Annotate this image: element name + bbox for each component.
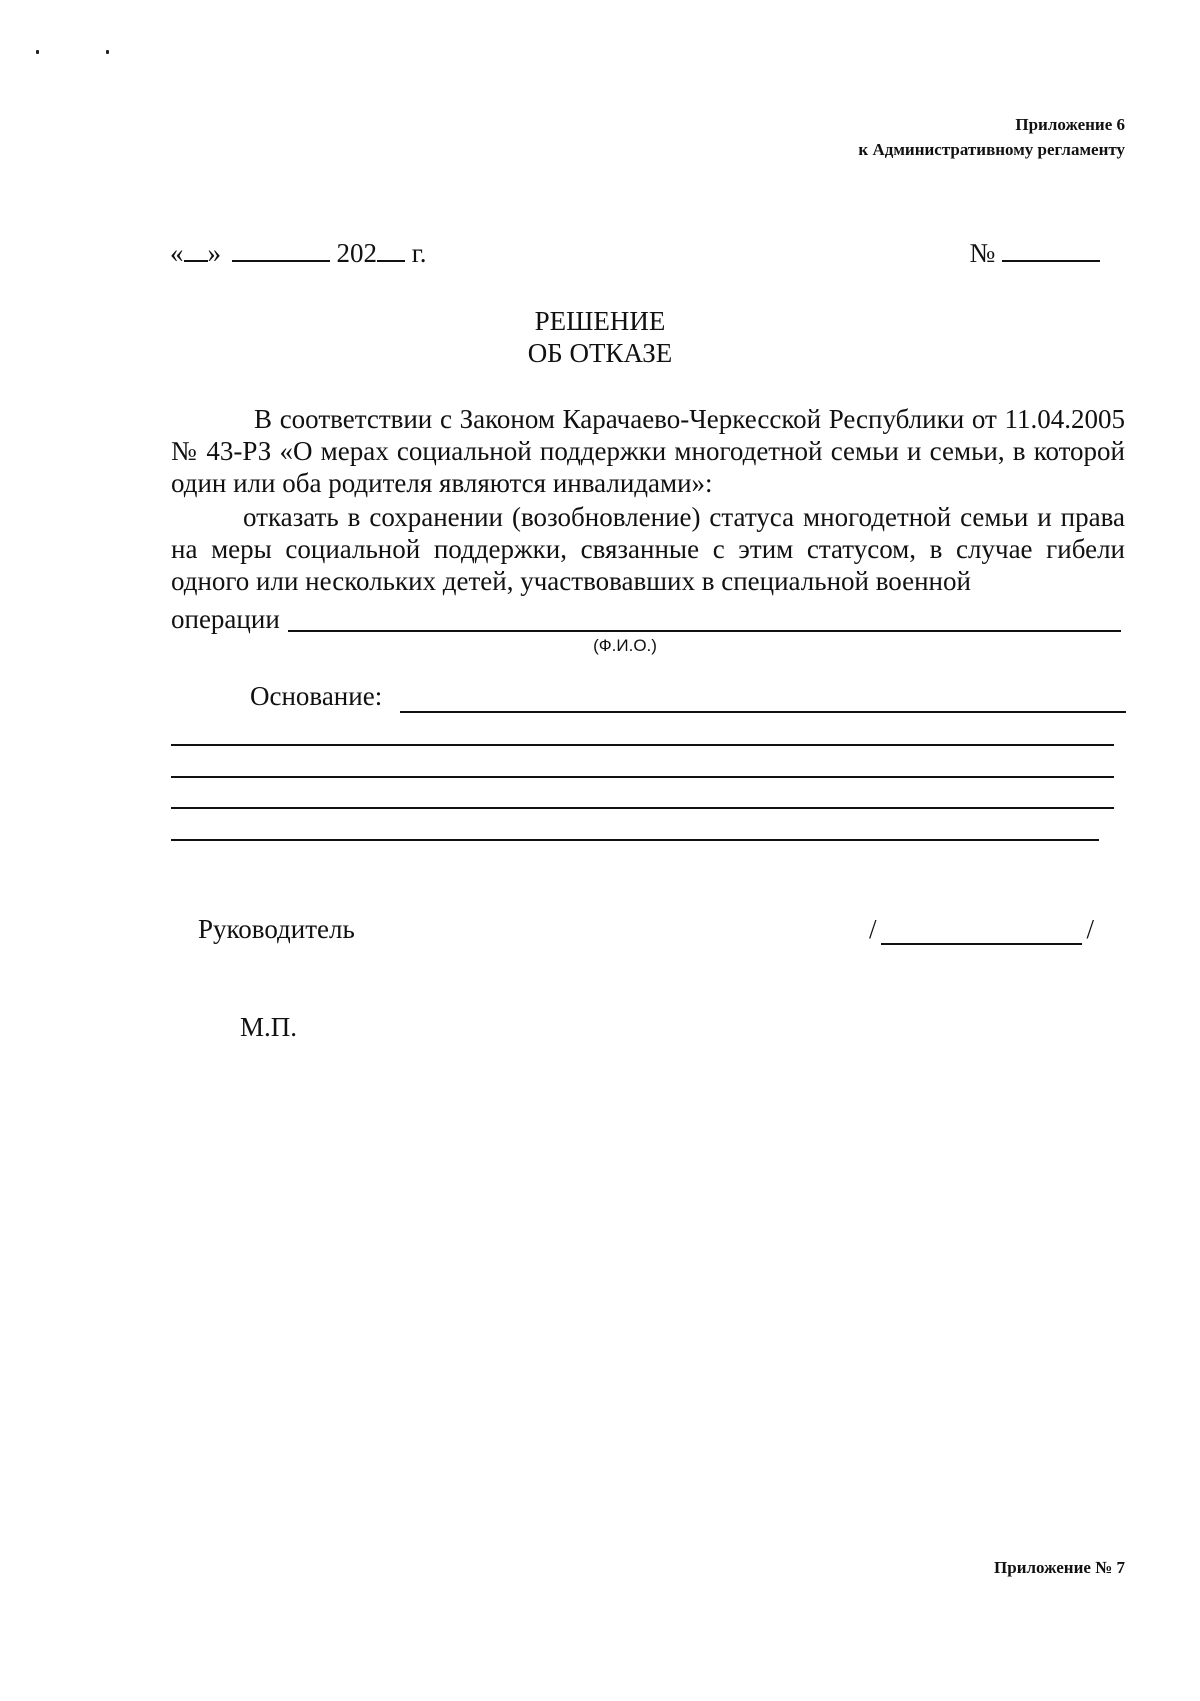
legal-basis-paragraph	[171, 403, 1125, 499]
scan-speck	[106, 50, 109, 54]
number-field	[969, 238, 1100, 269]
basis-line-2	[171, 744, 1114, 746]
basis-line-3	[171, 776, 1114, 778]
document-subtitle: ОБ ОТКАЗЕ	[527, 338, 673, 368]
date-number-row	[170, 238, 1100, 272]
basis-row	[250, 681, 1126, 715]
year-suffix: г.	[411, 238, 427, 268]
regulation-reference: к Административному регламенту	[858, 140, 1125, 159]
date-field	[170, 238, 427, 269]
basis-line-4	[171, 807, 1114, 809]
basis-label: Основание:	[250, 681, 383, 711]
year-prefix: 202	[336, 238, 377, 268]
basis-blank-line	[400, 711, 1126, 713]
month-blank	[232, 238, 330, 262]
basis-line-5	[171, 839, 1099, 841]
fio-blank-line	[288, 630, 1121, 632]
appendix-header	[858, 112, 1125, 162]
stamp-place: М.П.	[240, 1012, 298, 1042]
day-blank	[184, 238, 208, 262]
scan-speck	[36, 50, 39, 54]
year-blank	[377, 238, 405, 262]
decision-text: отказать в сохранении (возобновление) статуса многодетной семьи и права на меры социальной поддержки, связанные с этим статусом, в случае гибели одного или нескольких детей, участвовавших в специальной военной	[171, 502, 1125, 596]
signature-blank-line	[881, 943, 1082, 945]
number-blank	[1002, 238, 1100, 262]
slash-right: /	[1086, 914, 1094, 944]
appendix-number: Приложение 6	[1015, 115, 1125, 134]
legal-basis-text: В соответствии с Законом Карачаево-Черкесской Республики от 11.04.2005 № 43-РЗ «О мерах социальной поддержки многодетной семьи и семьи, в которой один или оба родителя являются инвалидами»:	[171, 404, 1125, 498]
decision-paragraph	[171, 501, 1125, 597]
quote-open: «	[170, 238, 184, 268]
fio-row	[171, 604, 1121, 638]
number-sign: №	[969, 238, 996, 268]
footer-appendix: Приложение № 7	[994, 1558, 1125, 1577]
signature-field	[869, 914, 1094, 948]
quote-close: »	[207, 238, 221, 268]
operation-word: операции	[171, 604, 280, 634]
signatory-role: Руководитель	[198, 914, 355, 944]
fio-caption: (Ф.И.О.)	[593, 636, 657, 655]
document-title: РЕШЕНИЕ	[534, 306, 666, 336]
slash-left: /	[869, 914, 877, 944]
